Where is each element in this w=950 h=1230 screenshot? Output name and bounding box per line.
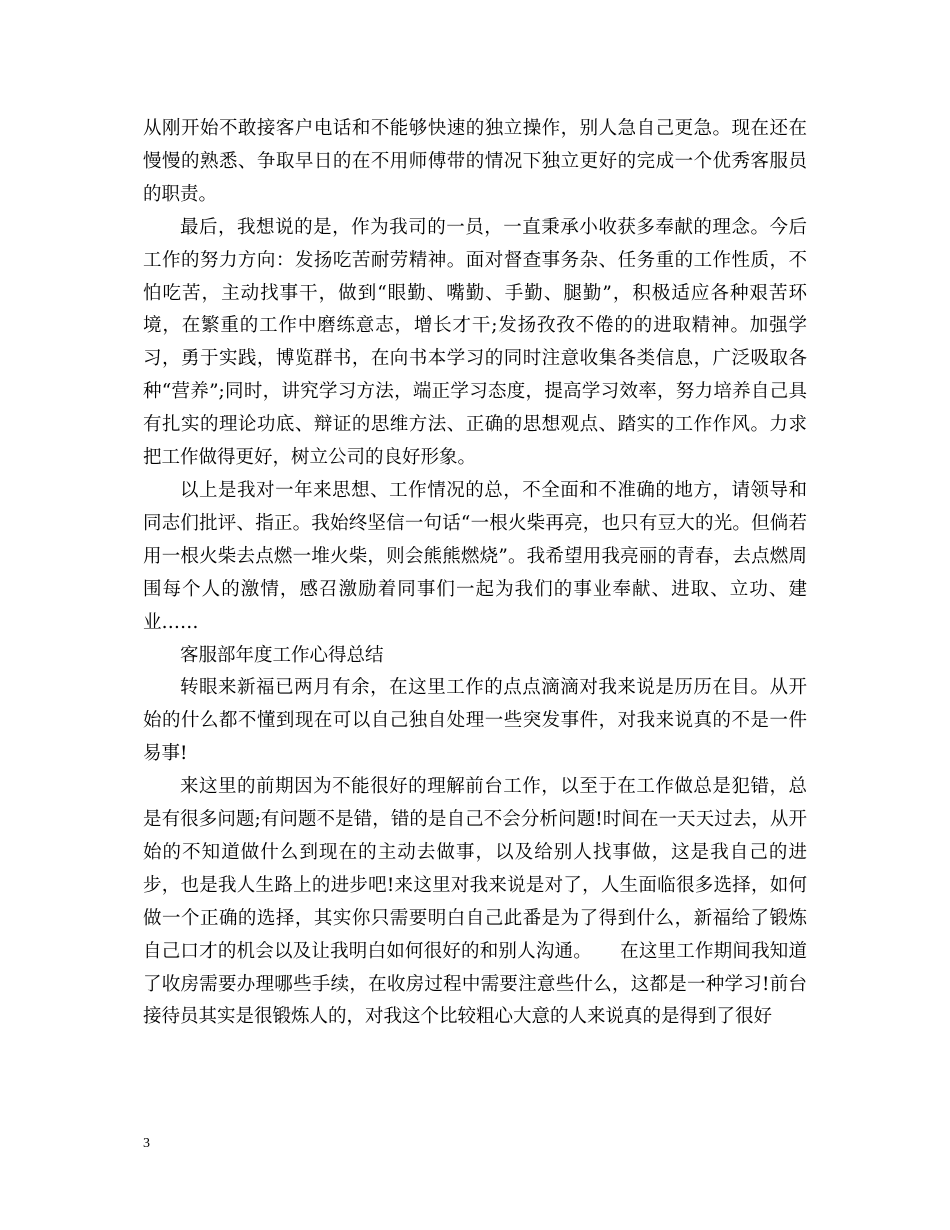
body-text [143,113,807,1034]
paragraph-intro: 转眼来新福已两月有余，在这里工作的点点滴滴对我来说是历历在目。从开始的什么都不懂到现在可以自己独自处理一些突发事件，对我来说真的不是一件易事! [143,677,807,765]
paragraph-summary: 以上是我对一年来思想、工作情况的总，不全面和不准确的地方，请领导和同志们批评、指正。我始终坚信一句话“一根火柴再亮，也只有豆大的光。但倘若用一根火柴去点燃一堆火柴，则会熊熊燃烧”。我希望用我亮丽的青春，去点燃周围每个人的激情，感召激励着同事们一起为我们的事业奉献、进取、立功、建业…… [143,479,807,633]
page-number: 3 [143,1136,150,1151]
paragraph-closing-remarks: 最后，我想说的是，作为我司的一员，一直秉承小收获多奉献的理念。今后工作的努力方向：发扬吃苦耐劳精神。面对督查事务杂、任务重的工作性质，不怕吃苦，主动找事干，做到“眼勤、嘴勤、手勤、腿勤”，积极适应各种艰苦环境，在繁重的工作中磨练意志，增长才干;发扬孜孜不倦的的进取精神。加强学习，勇于实践，博览群书，在向书本学习的同时注意收集各类信息，广泛吸取各种“营养”;同时，讲究学习方法，端正学习态度，提高学习效率，努力培养自己具有扎实的理论功底、辩证的思维方法、正确的思想观点、踏实的工作作风。力求把工作做得更好，树立公司的良好形象。 [143,216,807,469]
paragraph-experience: 来这里的前期因为不能很好的理解前台工作，以至于在工作做总是犯错，总是有很多问题;有问题不是错，错的是自己不会分析问题!时间在一天天过去，从开始的不知道做什么到现在的主动去做事，以及给别人找事做，这是我自己的进步，也是我人生路上的进步吧!来这里对我来说是对了，人生面临很多选择，如何做一个正确的选择，其实你只需要明白自己此番是为了得到什么，新福给了锻炼自己口才的机会以及让我明白如何很好的和别人沟通。 在这里工作期间我知道了收房需要办理哪些手续，在收房过程中需要注意些什么，这都是一种学习!前台接待员其实是很锻炼人的，对我这个比较粗心大意的人来说真的是得到了很好 [143,776,808,1028]
paragraph-continuation: 从刚开始不敢接客户电话和不能够快速的独立操作，别人急自己更急。现在还在慢慢的熟悉、争取早日的在不用师傅带的情况下独立更好的完成一个优秀客服员的职责。 [143,118,807,205]
section-heading: 客服部年度工作心得总结 [180,644,384,666]
